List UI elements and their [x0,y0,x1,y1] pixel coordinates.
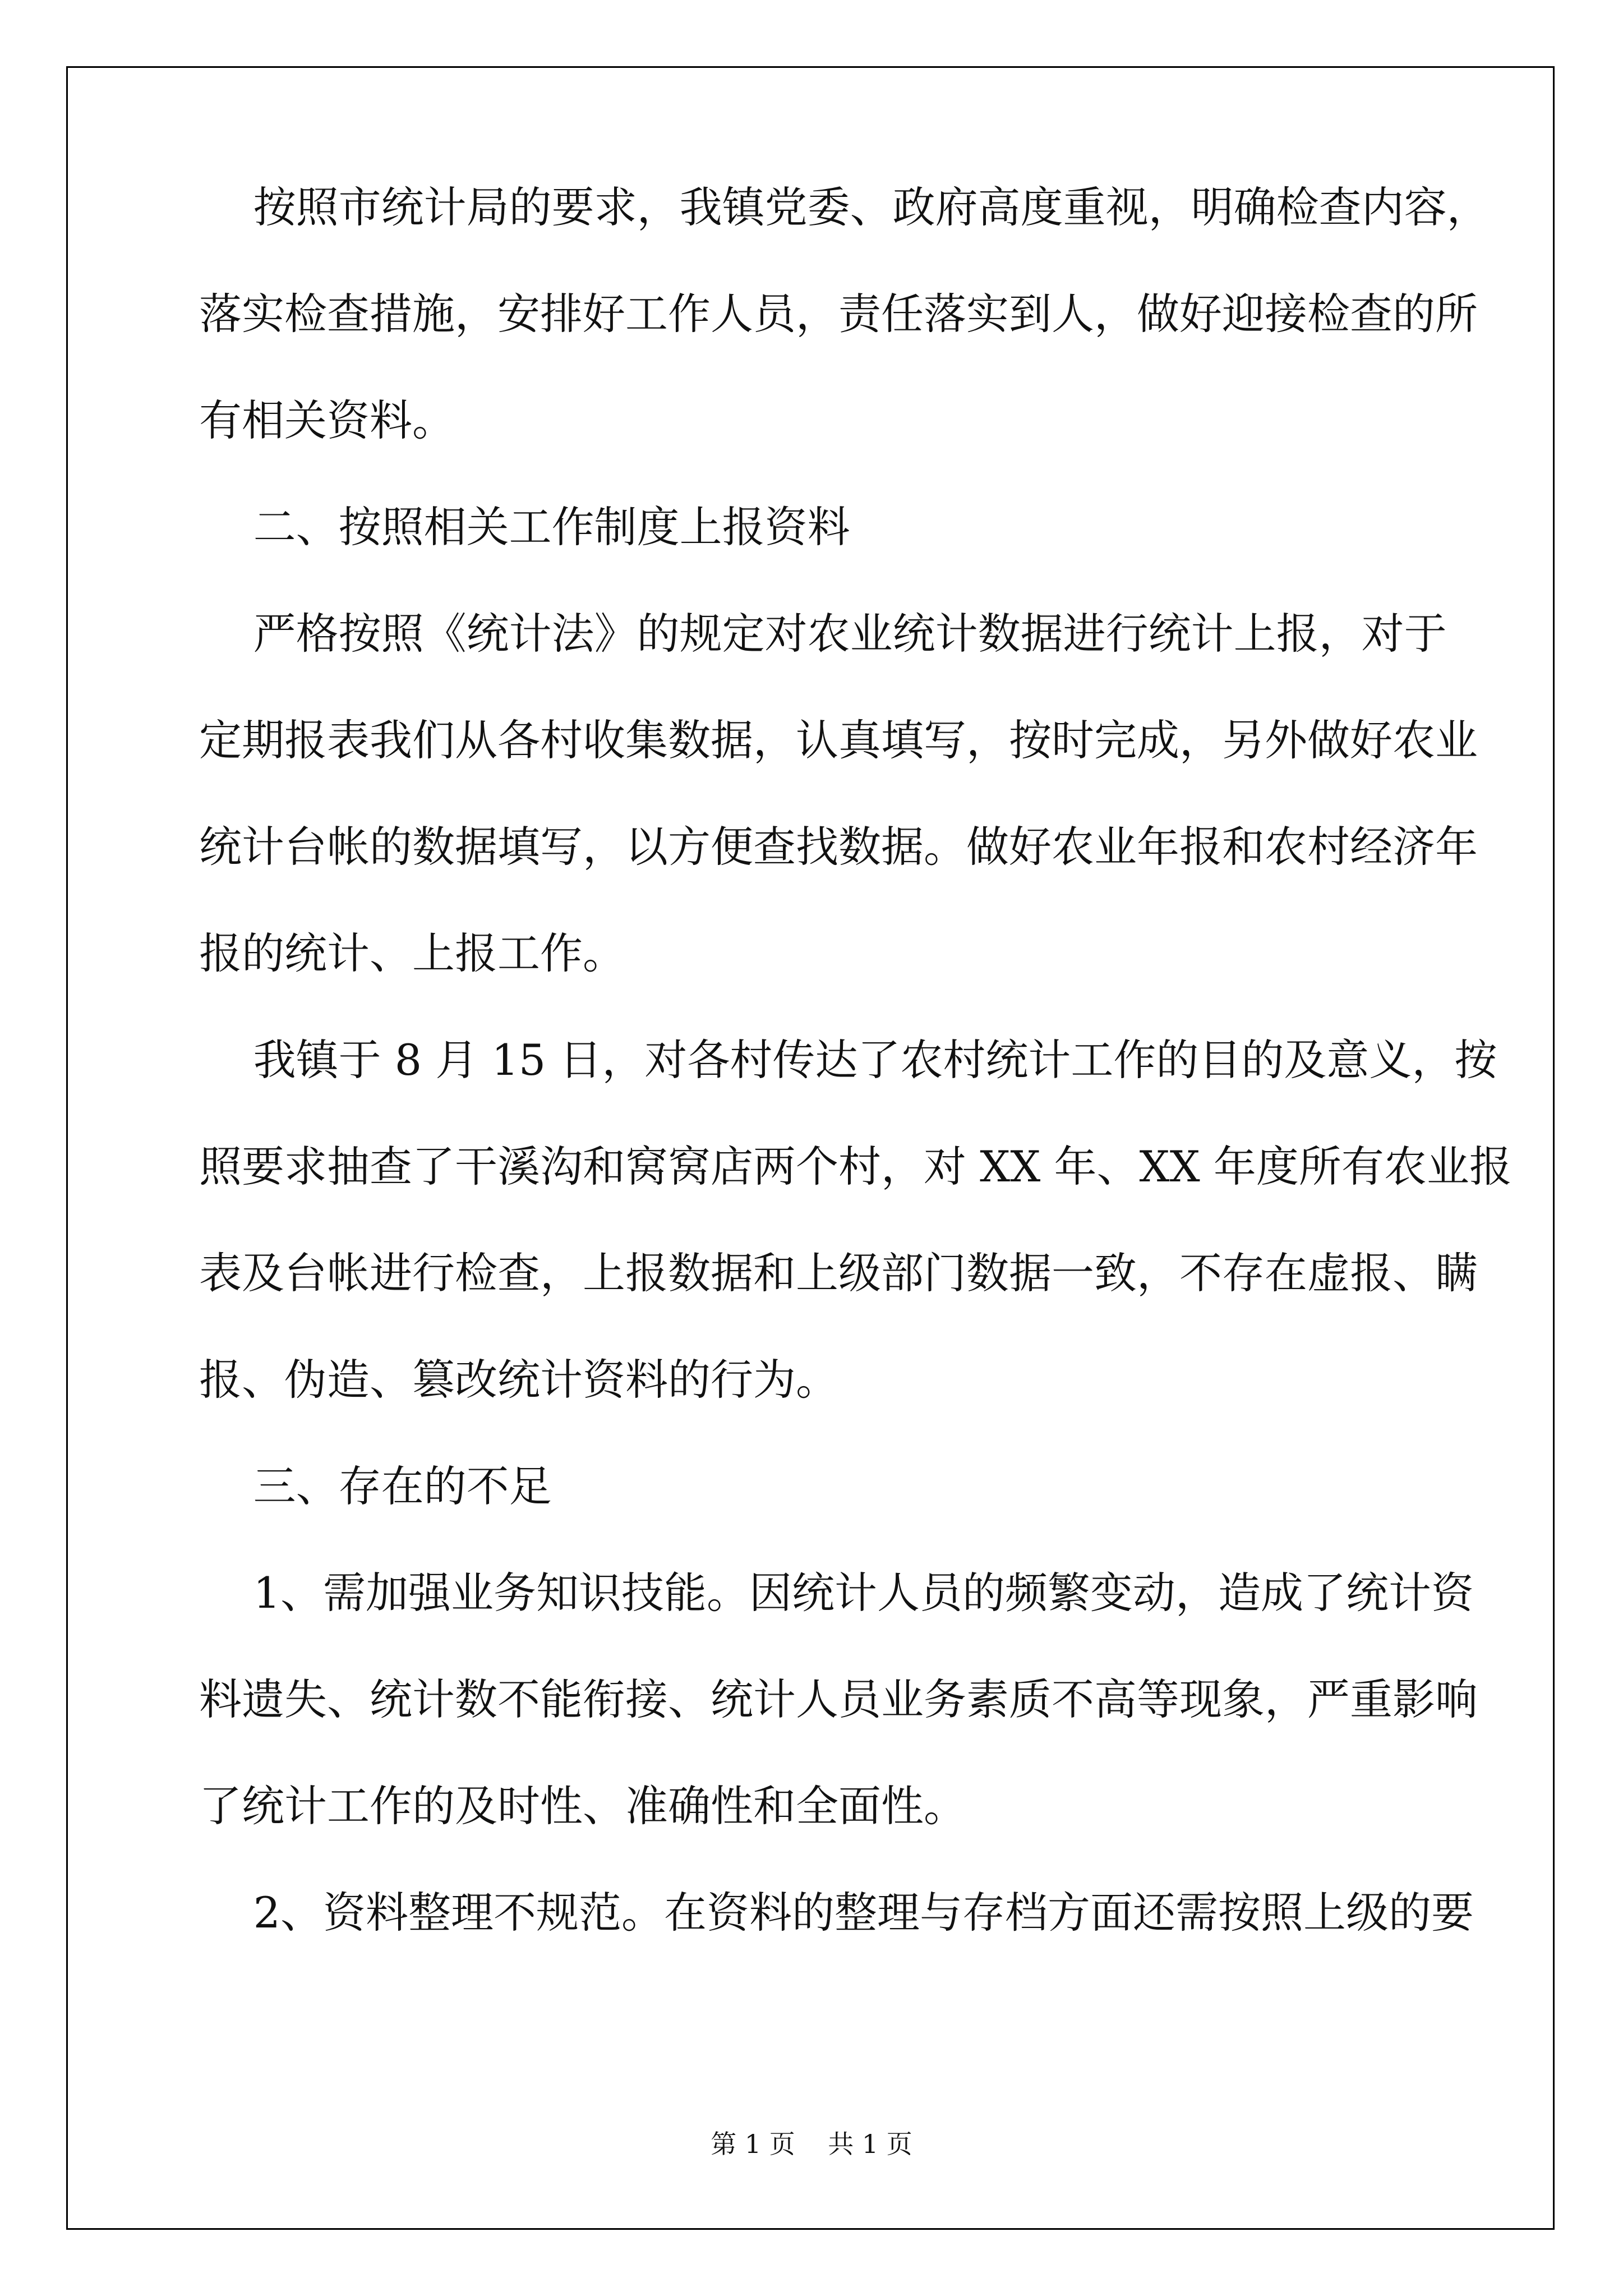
text-line: 2、资料整理不规范。在资料的整理与存档方面还需按照上级的要 [199,1888,1474,1938]
text-line: 料遗失、统计数不能衔接、统计人员业务素质不高等现象，严重影响 [199,1674,1478,1724]
text-line: 落实检查措施，安排好工作人员，责任落实到人，做好迎接检查的所 [199,289,1478,339]
section-heading: 三、存在的不足 [199,1461,552,1511]
text-line: 照要求抽查了干溪沟和窝窝店两个村，对 XX 年、XX 年度所有农业报 [199,1142,1512,1191]
text-line: 有相关资料。 [199,395,455,445]
text-line: 表及台帐进行检查，上报数据和上级部门数据一致，不存在虚报、瞒 [199,1248,1478,1298]
text-line: 报的统计、上报工作。 [199,928,625,978]
text-line: 了统计工作的及时性、准确性和全面性。 [199,1781,966,1831]
page-footer [0,2124,1623,2161]
page-number: 第 1 页 共 1 页 [711,2129,912,2159]
text-line: 定期报表我们从各村收集数据，认真填写，按时完成，另外做好农业 [199,715,1478,765]
text-line: 报、伪造、篡改统计资料的行为。 [199,1355,838,1405]
text-line: 按照市统计局的要求，我镇党委、政府高度重视，明确检查内容， [199,182,1490,232]
text-line: 统计台帐的数据填写，以方便查找数据。做好农业年报和农村经济年 [199,822,1478,872]
section-heading: 二、按照相关工作制度上报资料 [199,502,850,552]
text-line: 我镇于 8 月 15 日，对各村传达了农村统计工作的目的及意义，按 [199,1035,1497,1085]
text-line: 严格按照《统计法》的规定对农业统计数据进行统计上报，对于 [199,609,1447,659]
text-line: 1、需加强业务知识技能。因统计人员的频繁变动，造成了统计资 [199,1568,1474,1618]
